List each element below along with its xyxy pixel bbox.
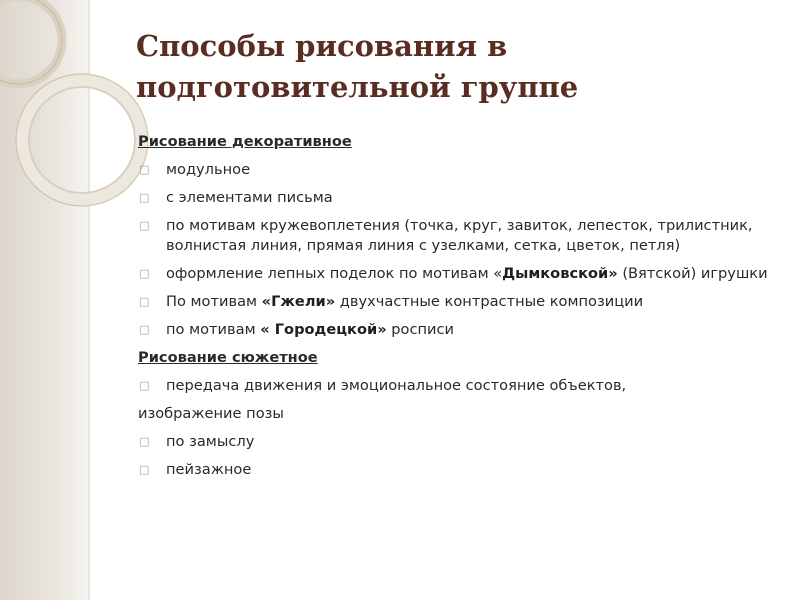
list-item [138, 292, 778, 312]
list-item-text: по замыслу [166, 433, 255, 450]
list-item-text-before: оформление лепных поделок по мотивам « [166, 265, 503, 282]
list-item [138, 216, 778, 256]
list-item-bold: Дымковской» [502, 265, 618, 282]
list-item-text-after: двухчастные контрастные композиции [335, 293, 644, 310]
list-continuation-text: изображение позы [138, 405, 284, 422]
lower-ring [22, 80, 142, 200]
square-bullet-icon: □ [139, 463, 150, 476]
square-bullet-icon: □ [139, 191, 150, 204]
square-bullet-icon: □ [139, 435, 150, 448]
list-item-text-after: (Вятской) игрушки [617, 265, 768, 282]
plot-list-continued [138, 432, 778, 480]
list-item-text-before: По мотивам [166, 293, 262, 310]
list-item-bold: «Гжели» [261, 293, 336, 310]
list-item [138, 376, 778, 396]
plot-list [138, 376, 778, 396]
decorative-list [138, 160, 778, 340]
slide-content [138, 132, 778, 488]
square-bullet-icon: □ [139, 295, 150, 308]
list-item-text: модульное [166, 161, 251, 178]
decorative-heading: Рисование декоративное [138, 133, 352, 150]
list-item-text-before: по мотивам [166, 321, 261, 338]
list-item [138, 432, 778, 452]
list-item-text: передача движения и эмоциональное состояние объектов, [166, 377, 627, 394]
list-item-text: пейзажное [166, 461, 252, 478]
slide-title [136, 26, 756, 108]
list-item [138, 160, 778, 180]
plot-heading: Рисование сюжетное [138, 349, 318, 366]
list-item [138, 188, 778, 208]
slide-title-line1: Способы рисования в [136, 29, 508, 63]
square-bullet-icon: □ [139, 267, 150, 280]
list-item-text: с элементами письма [166, 189, 333, 206]
square-bullet-icon: □ [139, 163, 150, 176]
square-bullet-icon: □ [139, 379, 150, 392]
lower-ring-inner-edge [29, 87, 135, 193]
list-item-bold: « Городецкой» [260, 321, 387, 338]
list-item [138, 460, 778, 480]
list-item [138, 320, 778, 340]
square-bullet-icon: □ [139, 323, 150, 336]
list-item-text: по мотивам кружевоплетения (точка, круг, завиток, лепесток, трилистник, волнистая линия, прямая линия с узелками, сетка, цветок, петля) [166, 217, 753, 254]
list-item-text-after: росписи [386, 321, 455, 338]
square-bullet-icon: □ [139, 219, 150, 232]
list-item [138, 264, 778, 284]
slide-title-line2: подготовительной группе [136, 70, 579, 104]
